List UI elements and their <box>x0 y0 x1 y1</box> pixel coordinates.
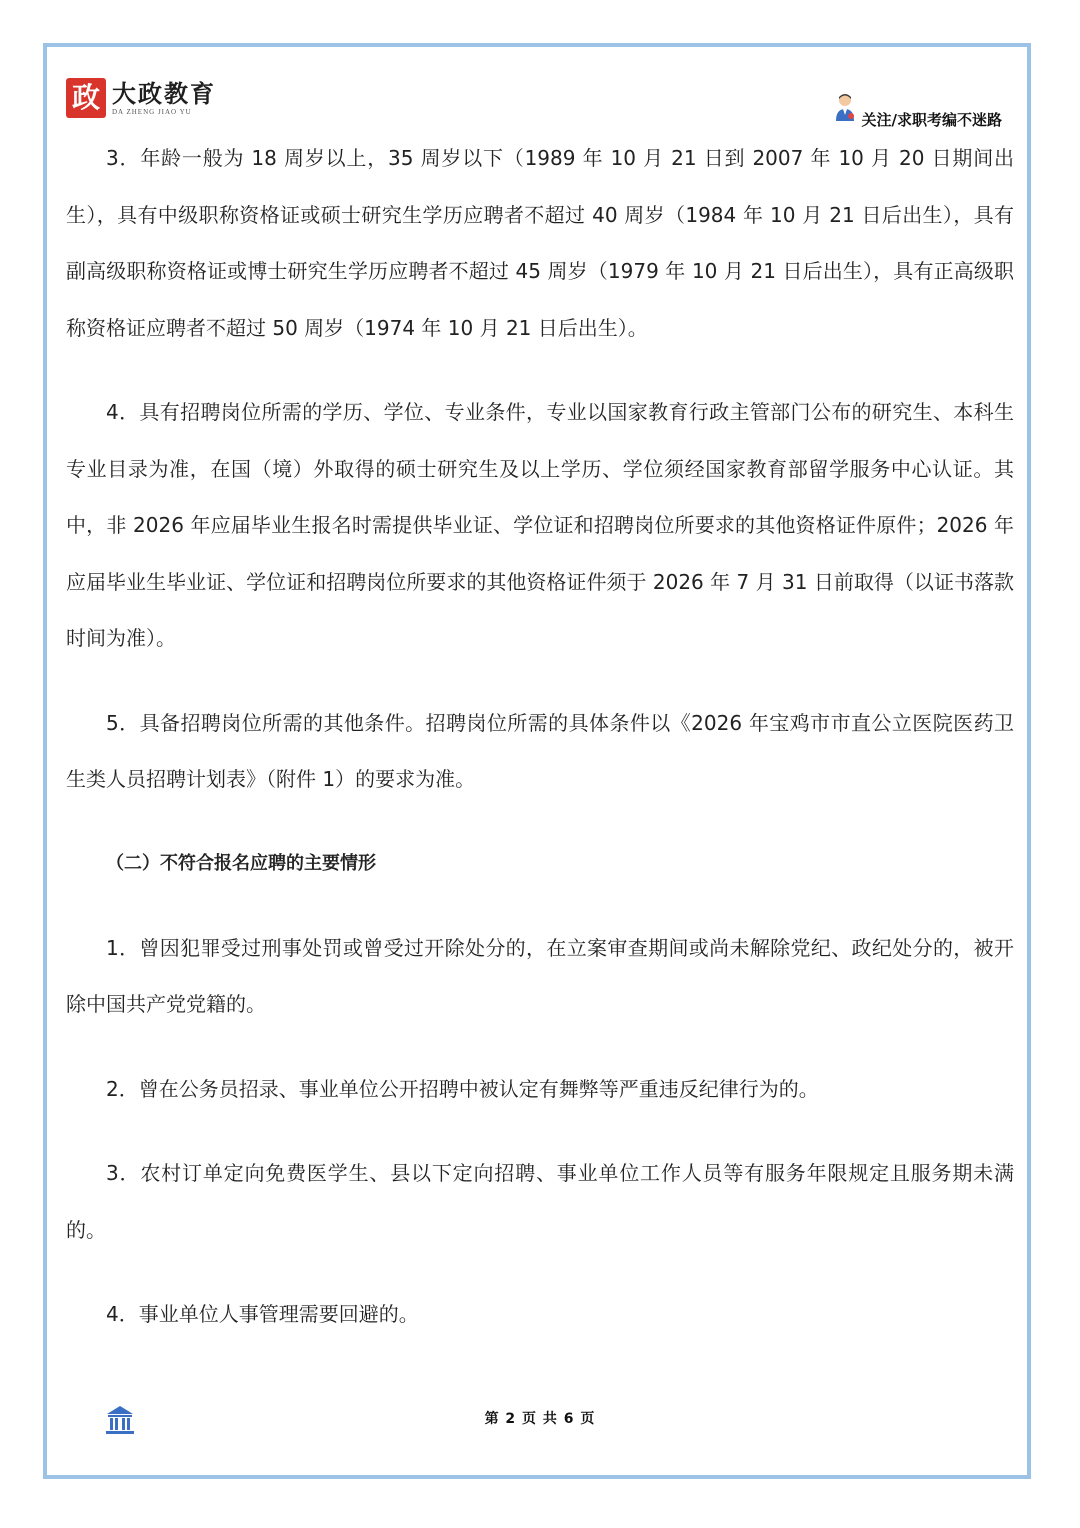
page-number: 第 2 页 共 6 页 <box>484 1411 596 1427</box>
logo-wordmark <box>112 80 216 117</box>
paragraph-age-requirement: 3．年龄一般为 18 周岁以上，35 周岁以下（1989 年 10 月 21 日到 2007 年 10 月 20 日期间出生），具有中级职称资格证或硕士研究生学历应聘者不超过 40 周岁（1984 年 10 月 21 日后出生），具有副高级职称资格证或博士研究生学历应聘者不超过 45 周岁（1979 年 10 月 21 日后出生），具有正高级职称资格证应聘者不超过 50 周岁（1974 年 10 月 21 日后出生）。 <box>66 146 1014 340</box>
person-avatar-icon <box>834 92 856 122</box>
logo-pinyin-name: DA ZHENG JIAO YU <box>112 107 192 116</box>
logo-chinese-name: 大政教育 <box>112 78 216 108</box>
paragraph-disqualification-4: 4．事业单位人事管理需要回避的。 <box>106 1302 419 1326</box>
paragraph-other-conditions: 5．具备招聘岗位所需的其他条件。招聘岗位所需的具体条件以《2026 年宝鸡市市直公立医院医药卫生类人员招聘计划表》（附件 1）的要求为准。 <box>66 710 1014 791</box>
header-slogan <box>834 92 1002 130</box>
paragraph-disqualification-1: 1．曾因犯罪受过刑事处罚或曾受过开除处分的，在立案审查期间或尚未解除党纪、政纪处分的，被开除中国共产党党籍的。 <box>66 935 1014 1016</box>
paragraph-disqualification-2: 2．曾在公务员招录、事业单位公开招聘中被认定有舞弊等严重违反纪律行为的。 <box>106 1076 819 1101</box>
section-heading: （二）不符合报名应聘的主要情形 <box>106 852 376 874</box>
paragraph-disqualification-3: 3．农村订单定向免费医学生、县以下定向招聘、事业单位工作人员等有服务年限规定且服务期未满的。 <box>66 1161 1014 1242</box>
logo-seal-icon: 政 <box>66 78 106 118</box>
brand-logo <box>66 78 216 118</box>
paragraph-education-requirement: 4．具有招聘岗位所需的学历、学位、专业条件，专业以国家教育行政主管部门公布的研究生、本科生专业目录为准，在国（境）外取得的硕士研究生及以上学历、学位须经国家教育部留学服务中心认证。其中，非 2026 年应届毕业生报名时需提供毕业证、学位证和招聘岗位所要求的其他资格证件原件；2026 年应届毕业生毕业证、学位证和招聘岗位所要求的其他资格证件须于 2026 年 7 月 31 日前取得（以证书落款时间为准）。 <box>66 400 1014 650</box>
document-body <box>66 130 1014 1343</box>
slogan-text: 关注/求职考编不迷路 <box>861 111 1002 129</box>
